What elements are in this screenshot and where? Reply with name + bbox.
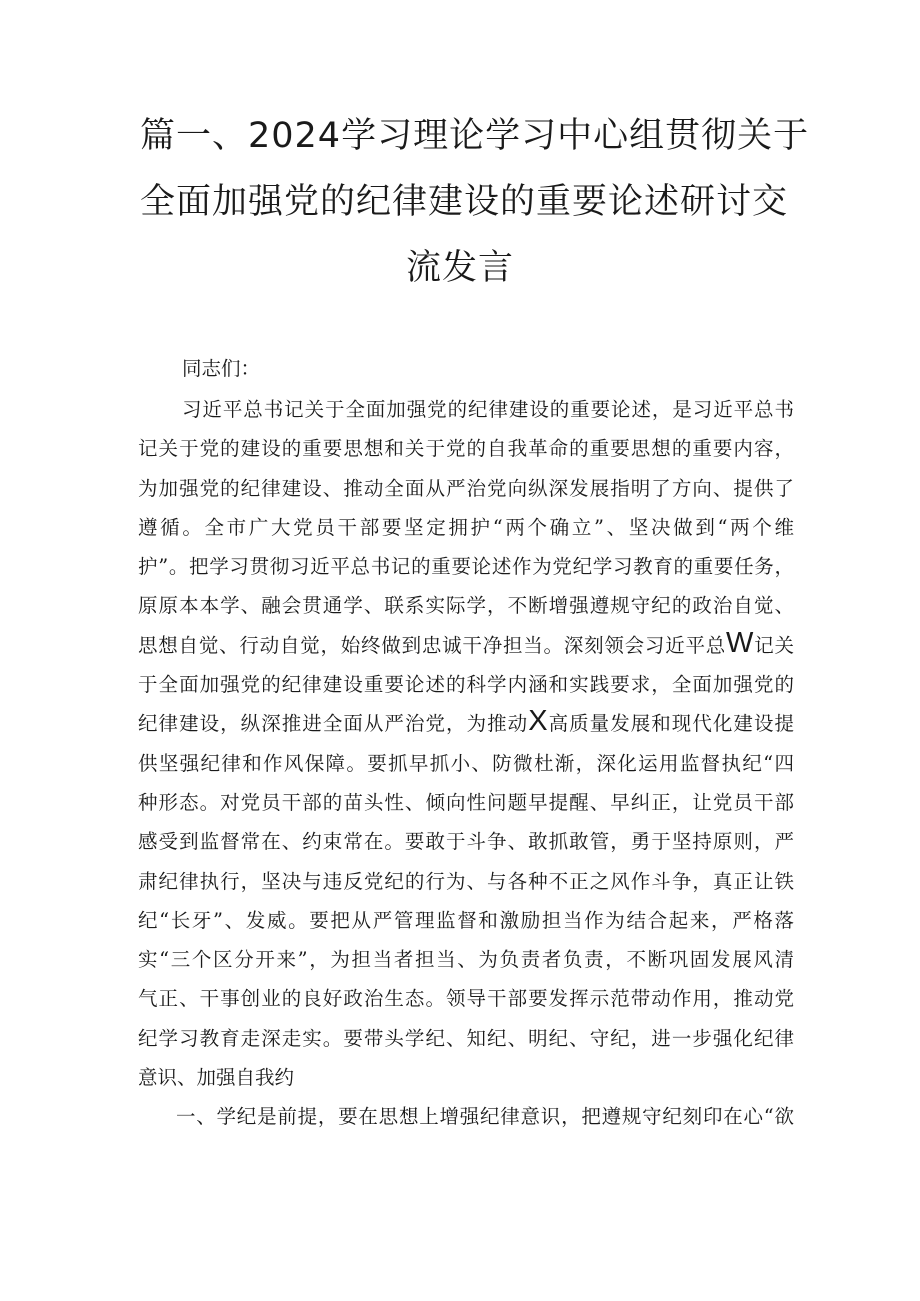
paragraph-line: 实“三个区分开来”，为担当者担当、为负责者负责，不断巩固发展风清: [138, 948, 794, 972]
paragraph-2: [138, 1097, 794, 1136]
paragraph-line: [138, 626, 794, 665]
title-line-3: 流发言: [405, 248, 514, 288]
paragraph-line: 气正、干事创业的良好政治生态。领导干部要发挥示范带动作用，推动党: [138, 987, 794, 1011]
paragraph-line: 习近平总书记关于全面加强党的纪律建设的重要论述，是习近平总书: [182, 398, 794, 421]
line-text: 高质量发展和现代化建设提: [547, 712, 794, 736]
paragraph-1: [138, 390, 794, 1097]
garbled-glyph: X: [528, 705, 548, 738]
paragraph-line: 原原本本学、融会贯通学、联系实际学，不断增强遵规守纪的政治自觉、: [138, 594, 794, 618]
document-body: [138, 349, 794, 1137]
paragraph-line: 意识、加强自我约: [138, 1066, 295, 1090]
paragraph-line: 肃纪律执行，坚决与违反党纪的行为、与各种不正之风作斗争，真正让铁: [138, 869, 794, 893]
paragraph-line: 纪“长牙”、发威。要把从严管理监督和激励担当作为结合起来，严格落: [138, 908, 794, 932]
paragraph-line: 一、学纪是前提，要在思想上增强纪律意识，把遵规守纪刻印在心“欲: [176, 1105, 794, 1129]
paragraph-line: 护”。把学习贯彻习近平总书记的重要论述作为党纪学习教育的重要任务，: [138, 555, 794, 579]
line-text: 记关: [753, 633, 794, 657]
paragraph-line: 供坚强纪律和作风保障。要抓早抓小、防微杜渐，深化运用监督执纪“四: [138, 751, 794, 775]
paragraph-line: 于全面加强党的纪律建设重要论述的科学内涵和实践要求，全面加强党的: [138, 673, 794, 697]
salutation: 同志们：: [182, 357, 261, 380]
paragraph-line: 感受到监督常在、约束常在。要敢于斗争、敢抓敢管，勇于坚持原则，严: [138, 830, 794, 854]
paragraph-line: 纪学习教育走深走实。要带头学纪、知纪、明纪、守纪，进一步强化纪律: [138, 1026, 794, 1050]
paragraph-line: 为加强党的纪律建设、推动全面从严治党向纵深发展指明了方向、提供了: [138, 476, 794, 500]
paragraph-line: 记关于党的建设的重要思想和关于党的自我革命的重要思想的重要内容，: [138, 437, 794, 461]
line-text: 纪律建设，纵深推进全面从严治党，为推动: [138, 712, 529, 736]
title-line-1: 篇一、2024学习理论学习中心组贯彻关于: [140, 116, 810, 156]
paragraph-line: 种形态。对党员干部的苗头性、倾向性问题早提醒、早纠正，让党员干部: [138, 790, 794, 814]
title-line-2: 全面加强党的纪律建设的重要论述研讨交: [140, 182, 789, 222]
garbled-glyph: W: [726, 626, 754, 659]
line-text: 思想自觉、行动自觉，始终做到忠诚干净担当。深刻领会习近平总: [138, 633, 727, 657]
paragraph-line: 遵循。全市广大党员干部要坚定拥护“两个确立”、坚决做到“两个维: [138, 515, 794, 539]
document-title: [140, 103, 810, 301]
paragraph-line: [138, 704, 794, 743]
